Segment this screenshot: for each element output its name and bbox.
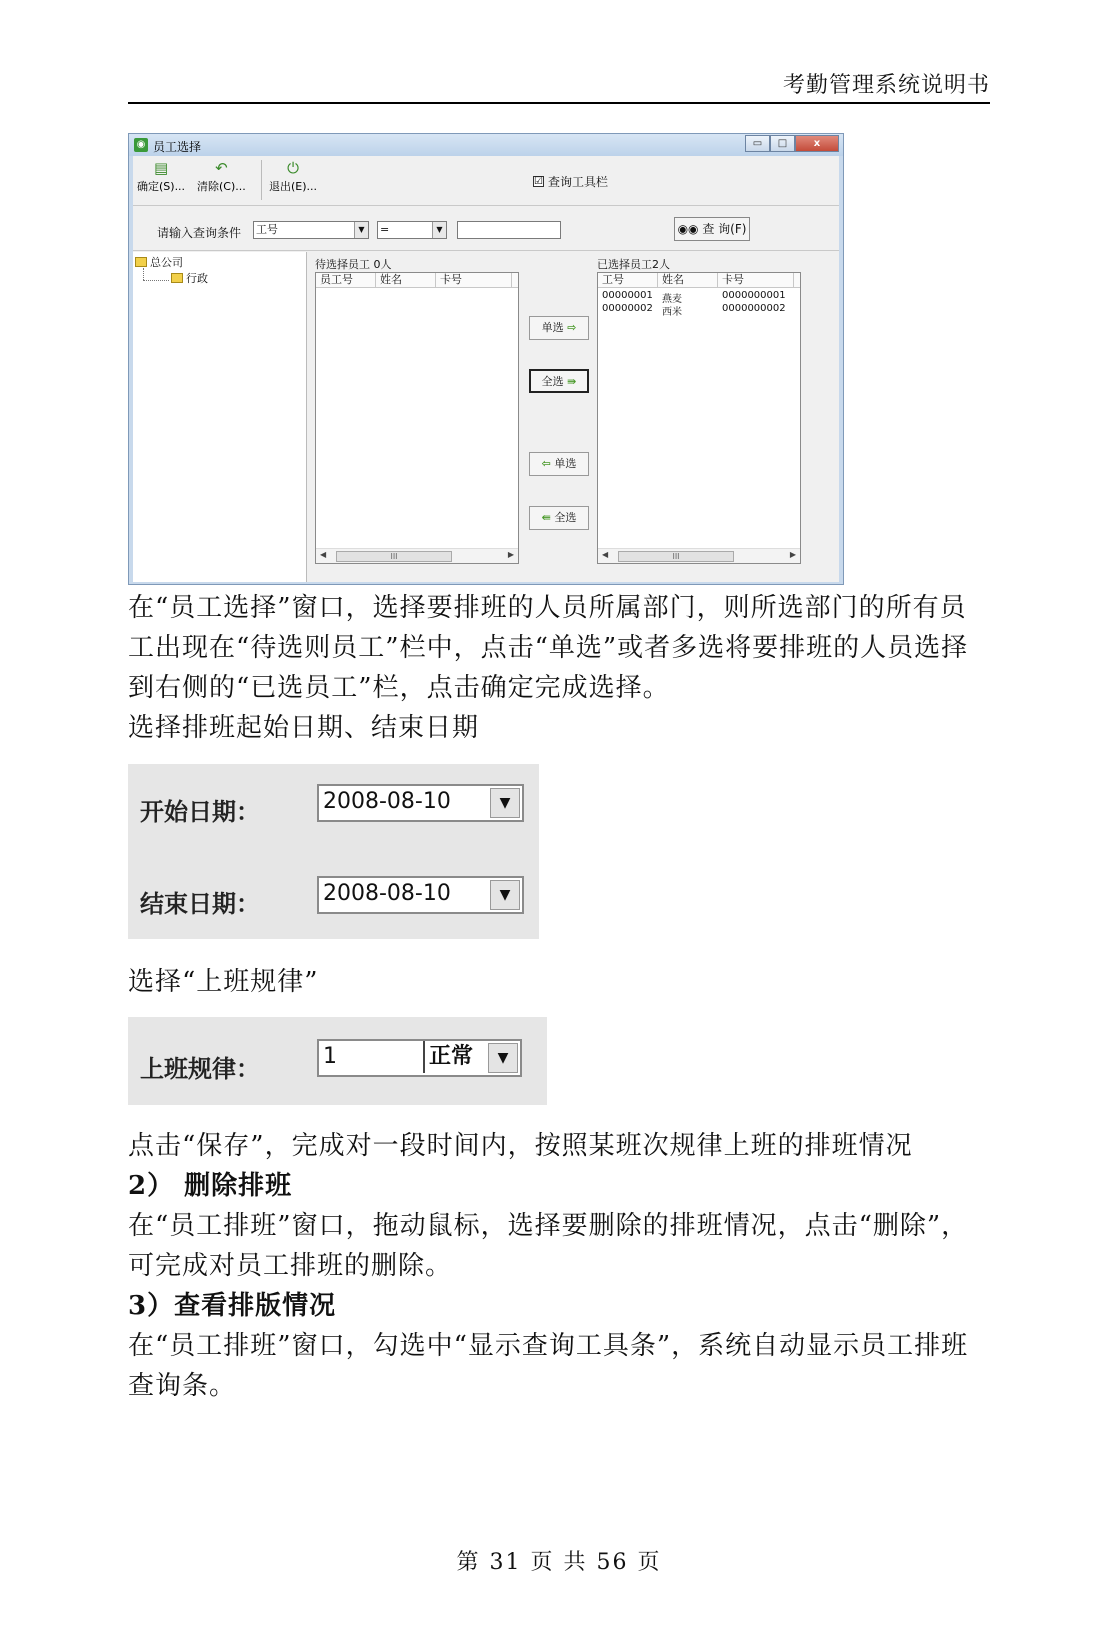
paragraph-save: 点击“保存”，完成对一段时间内，按照某班次规律上班的排班情况 <box>128 1131 913 1161</box>
end-date-value: 2008-08-10 <box>323 881 451 906</box>
query-field-select[interactable] <box>253 221 369 239</box>
work-rule-label: 上班规律： <box>140 1055 260 1083</box>
horizontal-scrollbar[interactable] <box>316 548 518 563</box>
query-button[interactable] <box>674 217 750 241</box>
confirm-label: 确定(S)... <box>137 180 186 193</box>
column-header[interactable]: 卡号 <box>718 273 794 288</box>
dialog-titlebar[interactable] <box>129 134 843 156</box>
undo-icon: ↶ <box>215 159 228 177</box>
tree-node-label: 行政 <box>186 272 208 285</box>
paragraph-rule-select: 选择“上班规律” <box>128 967 319 997</box>
query-bar <box>133 207 839 251</box>
dropdown-arrow-icon[interactable]: ▼ <box>490 788 520 818</box>
column-header[interactable]: 员工号 <box>316 273 376 288</box>
heading-view-schedule: 3）查看排版情况 <box>128 1291 337 1321</box>
toolbar-separator <box>261 160 262 200</box>
pending-list[interactable] <box>315 272 519 564</box>
remove-all-label: 全选 <box>554 511 577 524</box>
dropdown-arrow-icon[interactable]: ▼ <box>488 1043 518 1073</box>
checkbox-checked[interactable]: ☑ <box>534 176 543 187</box>
close-button[interactable]: x <box>795 135 839 152</box>
clear-button[interactable] <box>197 160 246 194</box>
page-footer: 第 31 页 共 56 页 <box>456 1550 662 1575</box>
confirm-button[interactable] <box>137 160 185 194</box>
exit-button[interactable] <box>269 160 317 194</box>
user-icon: ◉ <box>134 138 148 152</box>
maximize-button[interactable]: □ <box>770 135 795 152</box>
query-field-value: 工号 <box>256 223 278 236</box>
department-tree <box>133 252 307 582</box>
end-date-label: 结束日期： <box>140 890 260 918</box>
power-icon: ⏻ <box>287 159 299 177</box>
dropdown-arrow-icon[interactable]: ▼ <box>354 222 368 238</box>
double-arrow-left-icon: ⇚ <box>541 511 551 524</box>
card-number: 0000000002 <box>722 303 786 314</box>
tree-node-child[interactable] <box>171 270 208 286</box>
query-operator-value: = <box>380 223 390 236</box>
employee-name: 西米 <box>662 307 682 318</box>
dialog-client <box>133 156 839 582</box>
employee-id: 00000001 <box>602 290 653 301</box>
work-rule-desc: 正常 <box>423 1041 473 1073</box>
query-operator-select[interactable] <box>377 221 447 239</box>
end-date-picker[interactable] <box>317 876 524 914</box>
work-rule-value: 1 <box>323 1044 337 1069</box>
add-all-label: 全选 <box>541 375 564 388</box>
save-icon: ▤ <box>153 159 169 177</box>
scroll-thumb[interactable]: III <box>336 551 452 562</box>
dialog-title: 员工选择 <box>153 140 202 154</box>
double-arrow-right-icon: ⇛ <box>567 375 577 388</box>
selected-list-header <box>598 273 800 288</box>
query-value-input[interactable] <box>457 221 561 239</box>
work-rule-panel <box>128 1017 547 1105</box>
clear-label: 清除(C)... <box>197 180 246 193</box>
scroll-thumb[interactable]: III <box>618 551 734 562</box>
start-date-value: 2008-08-10 <box>323 789 451 814</box>
exit-label: 退出(E)... <box>269 180 318 193</box>
query-label: 请输入查询条件 <box>157 226 242 240</box>
remove-single-label: 单选 <box>554 457 577 470</box>
scroll-right-icon[interactable]: ▶ <box>507 550 514 559</box>
folder-icon <box>135 257 147 267</box>
list-item[interactable] <box>598 303 794 318</box>
minimize-button[interactable]: ▭ <box>745 135 770 152</box>
binoculars-icon: ◉◉ <box>677 222 699 236</box>
arrow-right-icon: ⇨ <box>567 321 577 334</box>
remove-single-button[interactable] <box>529 452 589 476</box>
scroll-left-icon[interactable]: ◀ <box>320 550 327 559</box>
column-header[interactable]: 姓名 <box>658 273 718 288</box>
start-date-label: 开始日期： <box>140 798 260 826</box>
toolbar <box>133 156 839 206</box>
remove-all-button[interactable] <box>529 506 589 530</box>
card-number: 0000000001 <box>722 290 786 301</box>
arrow-left-icon: ⇦ <box>541 457 551 470</box>
pending-list-header <box>316 273 518 288</box>
paragraph-date-select: 选择排班起始日期、结束日期 <box>128 713 480 743</box>
query-toolbar-label: 查询工具栏 <box>548 175 609 189</box>
selected-label: 已选择员工2人 <box>597 258 670 271</box>
tree-connector <box>143 280 169 281</box>
scroll-left-icon[interactable]: ◀ <box>602 550 609 559</box>
column-header[interactable]: 工号 <box>598 273 658 288</box>
dropdown-arrow-icon[interactable]: ▼ <box>490 880 520 910</box>
paragraph-employee-select: 在“员工选择”窗口，选择要排班的人员所属部门，则所选部门的所有员工出现在“待选则员工”栏中，点击“单选”或者多选将要排班的人员选择到右侧的“已选员工”栏，点击确定完成选择。 <box>128 593 969 703</box>
work-rule-select[interactable] <box>317 1039 522 1077</box>
heading-delete-schedule: 2） 删除排班 <box>128 1171 293 1201</box>
scroll-right-icon[interactable]: ▶ <box>789 550 796 559</box>
tree-node-label: 总公司 <box>150 256 183 269</box>
window-controls <box>745 135 839 152</box>
pending-label: 待选择员工 0人 <box>315 258 392 271</box>
column-header[interactable]: 卡号 <box>436 273 512 288</box>
selected-list[interactable] <box>597 272 801 564</box>
paragraph-delete: 在“员工排班”窗口，拖动鼠标，选择要删除的排班情况，点击“删除”，可完成对员工排班的删除。 <box>128 1211 969 1281</box>
paragraph-view: 在“员工排班”窗口，勾选中“显示查询工具条”，系统自动显示员工排班查询条。 <box>128 1331 969 1401</box>
employee-id: 00000002 <box>602 303 653 314</box>
add-single-label: 单选 <box>541 321 564 334</box>
tree-connector <box>143 268 144 280</box>
query-button-label: 查 询(F) <box>702 222 747 236</box>
add-all-button[interactable] <box>529 369 589 393</box>
employee-select-dialog <box>128 133 844 585</box>
query-toolbar-toggle[interactable] <box>533 173 608 190</box>
horizontal-scrollbar[interactable] <box>598 548 800 563</box>
folder-icon <box>171 273 183 283</box>
date-range-panel <box>128 764 539 939</box>
start-date-picker[interactable] <box>317 784 524 822</box>
column-header[interactable]: 姓名 <box>376 273 436 288</box>
add-single-button[interactable] <box>529 316 589 340</box>
header-rule <box>128 102 990 104</box>
dropdown-arrow-icon[interactable]: ▼ <box>432 222 446 238</box>
running-header: 考勤管理系统说明书 <box>782 73 990 98</box>
employee-name: 燕麦 <box>662 294 682 305</box>
